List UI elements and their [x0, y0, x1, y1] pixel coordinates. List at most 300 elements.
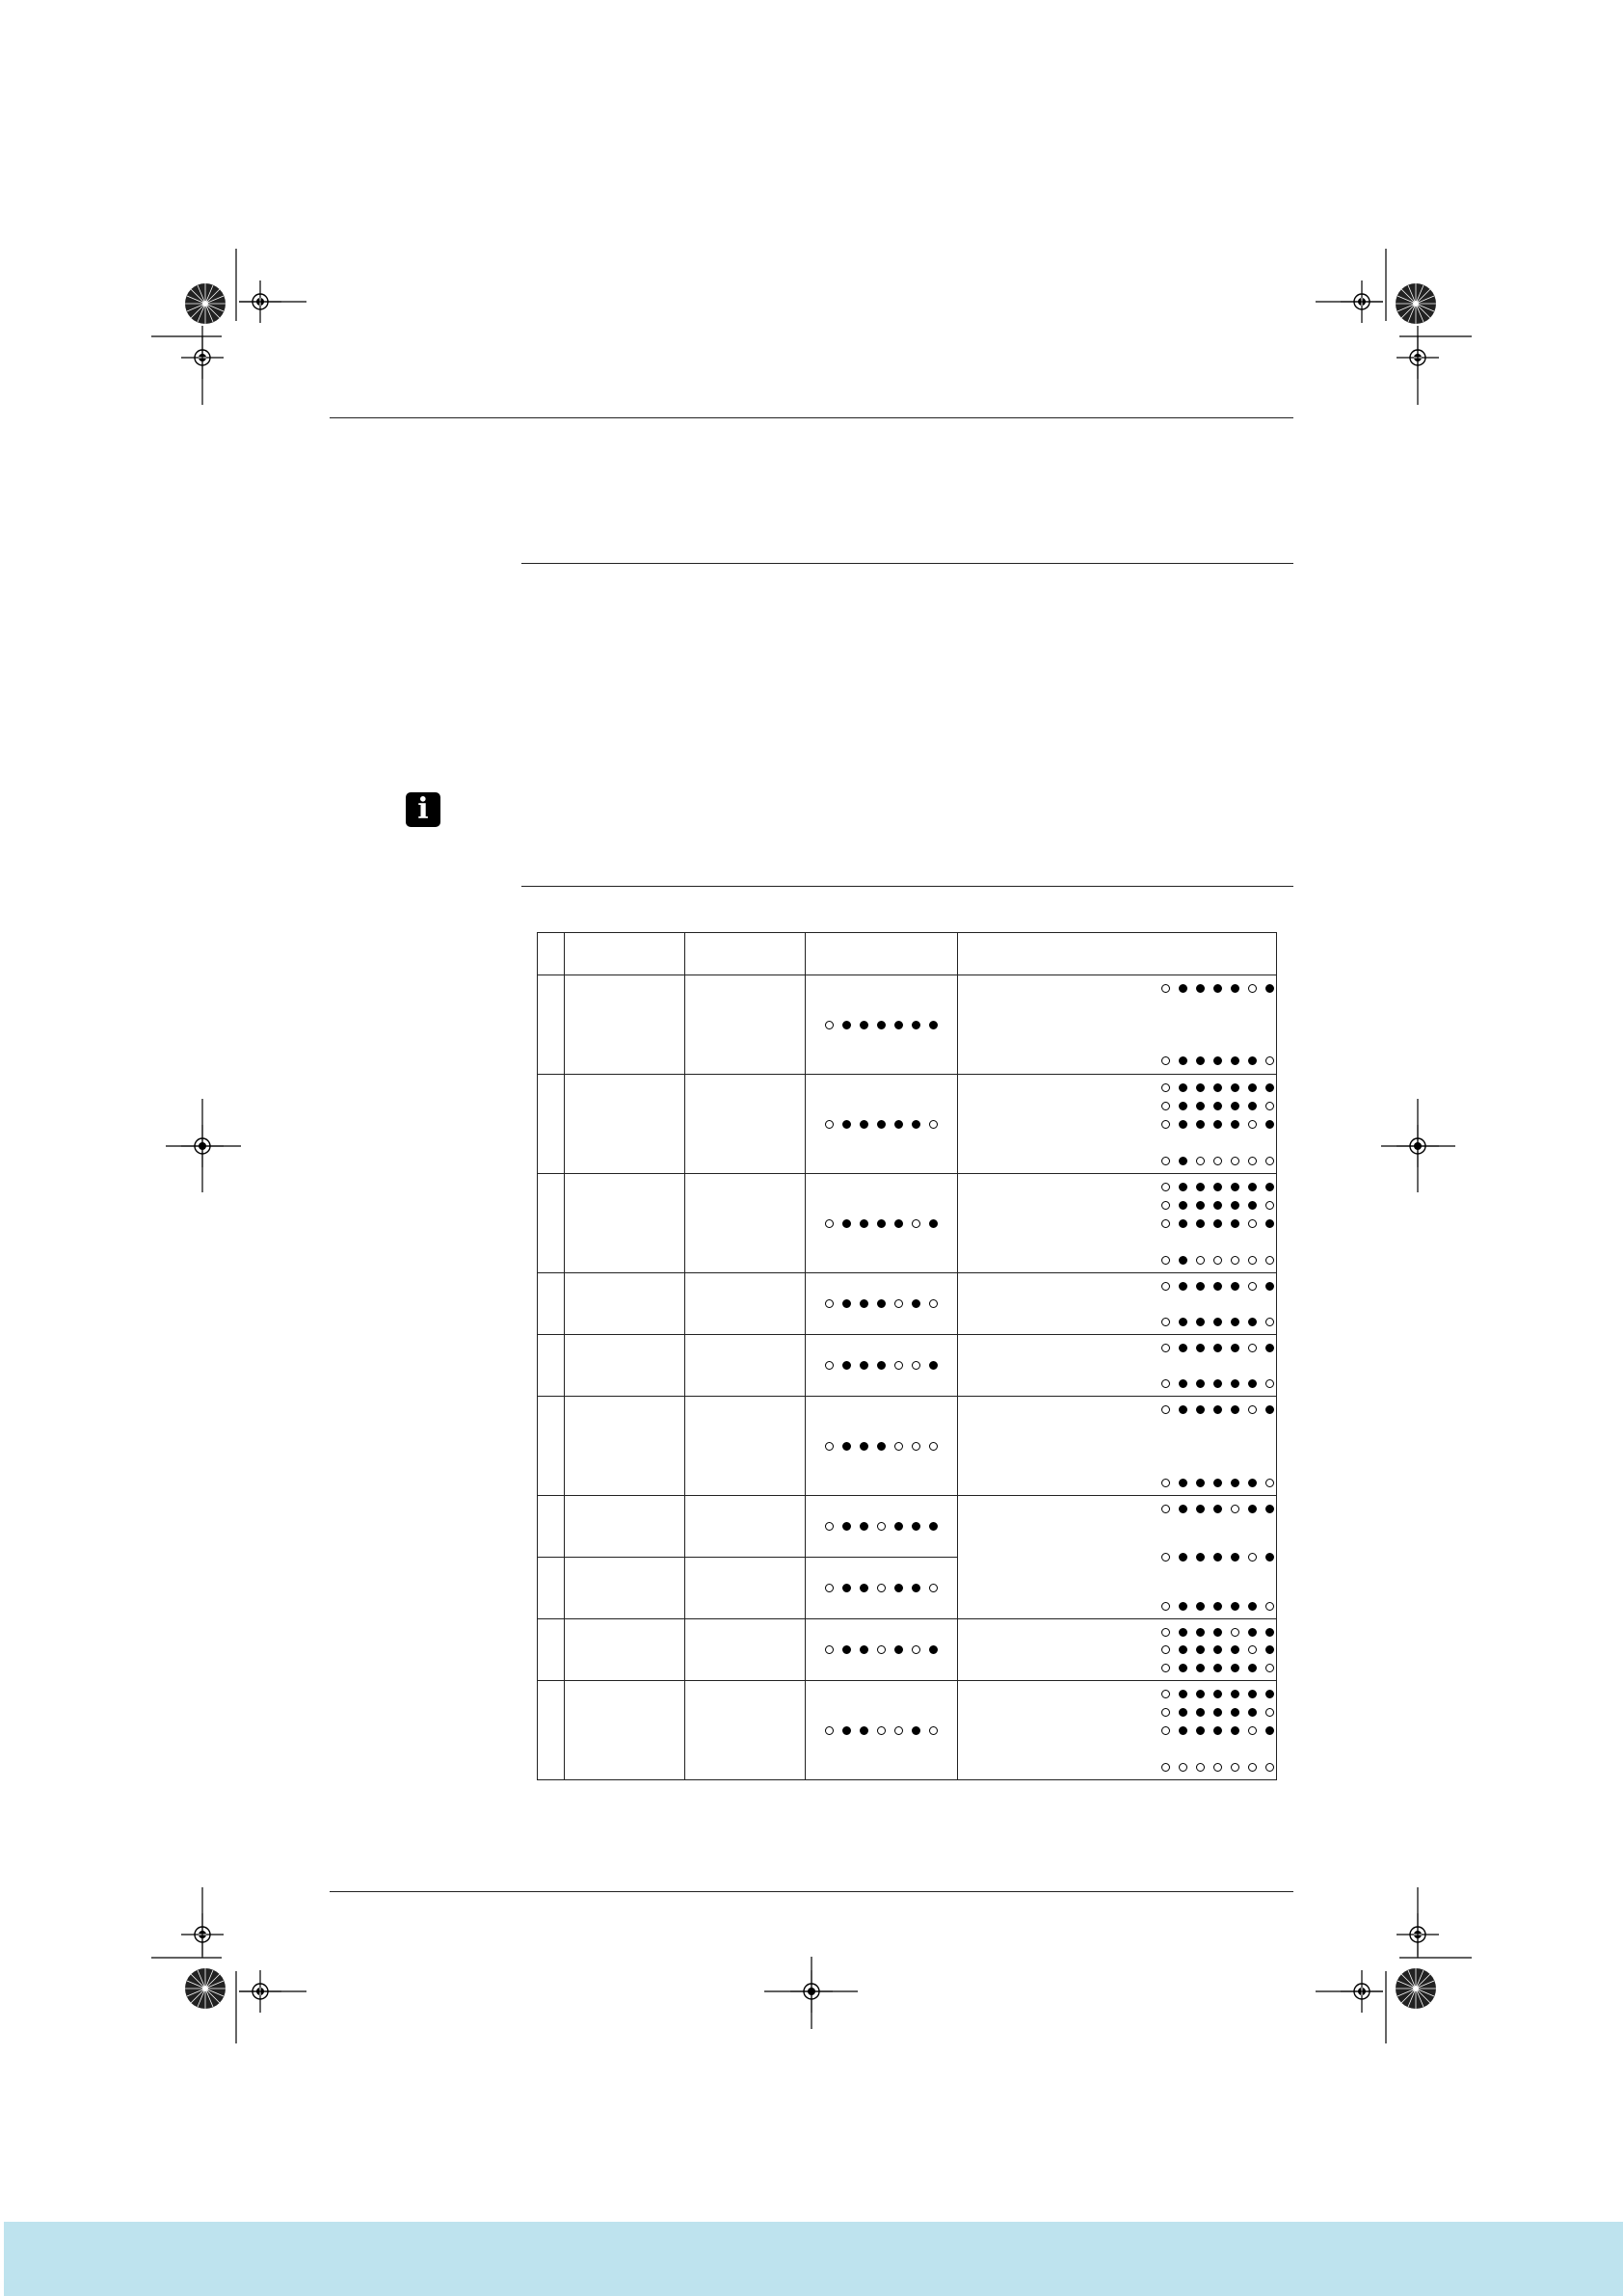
led-pattern — [806, 1361, 957, 1370]
led-on-icon — [842, 1442, 851, 1451]
led-on-icon — [1231, 1219, 1239, 1228]
led-off-icon — [912, 1442, 920, 1451]
led-off-icon — [825, 1219, 834, 1228]
led-on-icon — [1179, 1690, 1187, 1698]
led-pattern — [958, 1219, 1276, 1228]
led-on-icon — [1179, 1645, 1187, 1654]
led-pattern — [958, 1120, 1276, 1129]
led-on-icon — [894, 1021, 903, 1029]
led-on-icon — [1196, 1405, 1205, 1414]
led-off-icon — [1248, 1553, 1257, 1562]
table-cell — [685, 1273, 806, 1335]
table-cell — [565, 1174, 685, 1273]
led-on-icon — [1196, 1083, 1205, 1092]
led-off-icon — [1161, 1763, 1170, 1772]
led-pattern — [958, 1745, 1276, 1753]
led-pattern-cell — [806, 1397, 958, 1496]
led-on-icon — [1265, 1405, 1274, 1414]
led-pattern — [958, 984, 1276, 993]
led-result-cell — [958, 1681, 1277, 1780]
led-pattern — [958, 1201, 1276, 1210]
led-on-icon — [1248, 1602, 1257, 1611]
led-off-icon — [1161, 1256, 1170, 1265]
header-rule — [330, 417, 1293, 418]
led-pattern — [958, 1553, 1276, 1562]
led-on-icon — [1231, 1379, 1239, 1388]
table-cell — [565, 1496, 685, 1558]
led-on-icon — [894, 1219, 903, 1228]
led-on-icon — [1179, 1056, 1187, 1065]
led-on-icon — [1196, 1479, 1205, 1487]
led-pattern — [958, 1763, 1276, 1772]
led-on-icon — [1179, 1083, 1187, 1092]
led-on-icon — [1248, 1708, 1257, 1717]
led-on-icon — [1248, 1083, 1257, 1092]
led-on-icon — [1265, 1553, 1274, 1562]
led-off-icon — [877, 1726, 886, 1735]
led-on-icon — [894, 1120, 903, 1129]
led-on-icon — [1196, 1553, 1205, 1562]
led-on-icon — [1248, 1505, 1257, 1513]
led-on-icon — [929, 1021, 938, 1029]
led-on-icon — [1179, 1201, 1187, 1210]
led-off-icon — [1265, 1201, 1274, 1210]
table-row — [538, 1397, 1277, 1496]
led-pattern — [958, 1318, 1276, 1326]
led-on-icon — [1196, 1664, 1205, 1672]
led-off-icon — [1248, 1726, 1257, 1735]
led-pattern — [958, 1032, 1276, 1041]
led-on-icon — [1196, 984, 1205, 993]
led-off-icon — [1161, 1405, 1170, 1414]
led-on-icon — [1196, 1056, 1205, 1065]
led-on-icon — [1196, 1379, 1205, 1388]
table-cell — [538, 1558, 565, 1619]
table-cell — [685, 1558, 806, 1619]
led-on-icon — [1213, 1120, 1222, 1129]
led-on-icon — [1265, 1690, 1274, 1698]
led-on-icon — [842, 1645, 851, 1654]
led-on-icon — [1179, 1726, 1187, 1735]
led-off-icon — [1231, 1256, 1239, 1265]
led-on-icon — [929, 1522, 938, 1531]
led-result-cell — [958, 1496, 1277, 1619]
led-on-icon — [1231, 1083, 1239, 1092]
table-cell — [538, 1273, 565, 1335]
led-off-icon — [1196, 1763, 1205, 1772]
led-pattern — [958, 1628, 1276, 1637]
led-off-icon — [1265, 1708, 1274, 1717]
led-on-icon — [1248, 1690, 1257, 1698]
led-on-icon — [877, 1120, 886, 1129]
led-on-icon — [1179, 1318, 1187, 1326]
led-pattern-cell — [806, 1335, 958, 1397]
led-pattern — [806, 1522, 957, 1531]
led-off-icon — [1161, 1219, 1170, 1228]
led-off-icon — [877, 1645, 886, 1654]
led-off-icon — [825, 1726, 834, 1735]
led-on-icon — [1231, 984, 1239, 993]
led-on-icon — [1248, 1379, 1257, 1388]
led-off-icon — [1248, 1405, 1257, 1414]
led-off-icon — [894, 1726, 903, 1735]
led-on-icon — [1213, 1102, 1222, 1110]
led-on-icon — [842, 1584, 851, 1592]
led-on-icon — [860, 1726, 868, 1735]
led-on-icon — [1196, 1645, 1205, 1654]
led-pattern — [958, 1056, 1276, 1065]
led-pattern — [806, 1299, 957, 1308]
led-on-icon — [1213, 1056, 1222, 1065]
led-on-icon — [1231, 1645, 1239, 1654]
led-off-icon — [1196, 1157, 1205, 1165]
led-pattern-cell — [806, 1075, 958, 1174]
table-cell — [538, 1496, 565, 1558]
led-off-icon — [1213, 1256, 1222, 1265]
led-pattern — [958, 1505, 1276, 1513]
led-on-icon — [1265, 1505, 1274, 1513]
led-on-icon — [1265, 1645, 1274, 1654]
led-on-icon — [1179, 1183, 1187, 1191]
section-rule-bottom — [521, 886, 1293, 887]
led-on-icon — [1231, 1282, 1239, 1291]
led-off-icon — [912, 1361, 920, 1370]
led-off-icon — [1265, 1056, 1274, 1065]
led-on-icon — [1248, 1664, 1257, 1672]
table-cell — [565, 1558, 685, 1619]
led-on-icon — [1179, 1344, 1187, 1352]
led-on-icon — [1196, 1201, 1205, 1210]
led-on-icon — [1248, 1056, 1257, 1065]
led-off-icon — [877, 1522, 886, 1531]
led-off-icon — [1161, 1201, 1170, 1210]
led-off-icon — [1161, 1553, 1170, 1562]
led-on-icon — [1213, 1553, 1222, 1562]
led-off-icon — [912, 1219, 920, 1228]
led-on-icon — [1213, 1645, 1222, 1654]
led-on-icon — [912, 1584, 920, 1592]
led-off-icon — [825, 1361, 834, 1370]
led-off-icon — [1161, 1379, 1170, 1388]
led-pattern — [958, 1664, 1276, 1672]
led-off-icon — [1265, 1379, 1274, 1388]
section-rule-top — [521, 563, 1293, 564]
table-row — [538, 1619, 1277, 1681]
led-on-icon — [1248, 1479, 1257, 1487]
led-pattern — [958, 1442, 1276, 1451]
led-on-icon — [1179, 1379, 1187, 1388]
led-pattern — [958, 1479, 1276, 1487]
header-cell — [565, 933, 685, 975]
led-on-icon — [1179, 1256, 1187, 1265]
table-row — [538, 1496, 1277, 1558]
led-on-icon — [1213, 1379, 1222, 1388]
led-off-icon — [825, 1645, 834, 1654]
footer-band — [4, 2222, 1623, 2296]
led-off-icon — [929, 1442, 938, 1451]
led-off-icon — [1161, 1726, 1170, 1735]
led-result-cell — [958, 1174, 1277, 1273]
header-cell — [685, 933, 806, 975]
led-on-icon — [1265, 1344, 1274, 1352]
led-on-icon — [1213, 1318, 1222, 1326]
led-on-icon — [1213, 1479, 1222, 1487]
led-on-icon — [860, 1120, 868, 1129]
table-cell — [538, 1075, 565, 1174]
led-off-icon — [1179, 1763, 1187, 1772]
led-off-icon — [1231, 1628, 1239, 1637]
led-off-icon — [825, 1299, 834, 1308]
led-off-icon — [929, 1299, 938, 1308]
led-on-icon — [912, 1522, 920, 1531]
led-off-icon — [1248, 1645, 1257, 1654]
led-off-icon — [1161, 1602, 1170, 1611]
led-on-icon — [877, 1442, 886, 1451]
led-off-icon — [1248, 1120, 1257, 1129]
led-on-icon — [1179, 1708, 1187, 1717]
led-pattern — [958, 1726, 1276, 1735]
led-off-icon — [1161, 1479, 1170, 1487]
led-on-icon — [1231, 1102, 1239, 1110]
table-cell — [538, 1335, 565, 1397]
led-on-icon — [1196, 1102, 1205, 1110]
led-on-icon — [1179, 1102, 1187, 1110]
led-on-icon — [860, 1299, 868, 1308]
led-on-icon — [1231, 1479, 1239, 1487]
led-off-icon — [894, 1442, 903, 1451]
led-on-icon — [1196, 1282, 1205, 1291]
table-cell — [565, 1619, 685, 1681]
led-on-icon — [1213, 984, 1222, 993]
led-pattern — [958, 1405, 1276, 1414]
led-on-icon — [1231, 1056, 1239, 1065]
table-cell — [565, 1075, 685, 1174]
led-pattern — [958, 1102, 1276, 1110]
led-on-icon — [1213, 1219, 1222, 1228]
led-off-icon — [894, 1299, 903, 1308]
led-on-icon — [1213, 1628, 1222, 1637]
led-result-cell — [958, 1619, 1277, 1681]
table-header-row — [538, 933, 1277, 975]
led-on-icon — [1265, 1183, 1274, 1191]
table-row — [538, 975, 1277, 1075]
led-on-icon — [1179, 1602, 1187, 1611]
led-off-icon — [1161, 1157, 1170, 1165]
led-pattern-cell — [806, 1619, 958, 1681]
led-on-icon — [894, 1584, 903, 1592]
led-on-icon — [842, 1219, 851, 1228]
table-cell — [565, 1335, 685, 1397]
led-off-icon — [1265, 1664, 1274, 1672]
led-on-icon — [1213, 1405, 1222, 1414]
led-off-icon — [1231, 1157, 1239, 1165]
led-on-icon — [1248, 1318, 1257, 1326]
led-on-icon — [1265, 1219, 1274, 1228]
led-pattern — [806, 1584, 957, 1592]
led-pattern — [958, 1183, 1276, 1191]
led-on-icon — [912, 1120, 920, 1129]
led-off-icon — [1196, 1256, 1205, 1265]
led-off-icon — [894, 1361, 903, 1370]
led-pattern — [958, 1361, 1276, 1370]
led-on-icon — [1179, 1219, 1187, 1228]
led-pattern — [806, 1442, 957, 1451]
info-icon: i — [406, 792, 440, 827]
led-on-icon — [860, 1522, 868, 1531]
led-on-icon — [877, 1299, 886, 1308]
led-pattern — [958, 1344, 1276, 1352]
led-on-icon — [912, 1021, 920, 1029]
table-cell — [565, 1273, 685, 1335]
led-on-icon — [842, 1120, 851, 1129]
led-pattern-cell — [806, 1273, 958, 1335]
led-on-icon — [894, 1645, 903, 1654]
led-on-icon — [1231, 1405, 1239, 1414]
led-pattern — [958, 1282, 1276, 1291]
led-result-cell — [958, 975, 1277, 1075]
led-on-icon — [1231, 1318, 1239, 1326]
led-on-icon — [1179, 1553, 1187, 1562]
led-on-icon — [1248, 1201, 1257, 1210]
table-cell — [685, 1397, 806, 1496]
table-row — [538, 1335, 1277, 1397]
led-on-icon — [842, 1021, 851, 1029]
led-on-icon — [1213, 1708, 1222, 1717]
table-cell — [565, 1397, 685, 1496]
led-pattern — [958, 1708, 1276, 1717]
table-row — [538, 1273, 1277, 1335]
led-pattern-cell — [806, 1174, 958, 1273]
led-off-icon — [825, 1522, 834, 1531]
led-on-icon — [1231, 1690, 1239, 1698]
led-on-icon — [1248, 1183, 1257, 1191]
led-on-icon — [1213, 1726, 1222, 1735]
led-off-icon — [1213, 1763, 1222, 1772]
led-on-icon — [1179, 1120, 1187, 1129]
led-on-icon — [1179, 1628, 1187, 1637]
led-on-icon — [1213, 1505, 1222, 1513]
led-pattern — [806, 1120, 957, 1129]
led-off-icon — [929, 1120, 938, 1129]
led-pattern — [958, 1645, 1276, 1654]
led-on-icon — [1231, 1602, 1239, 1611]
led-on-icon — [1196, 1505, 1205, 1513]
led-on-icon — [842, 1299, 851, 1308]
led-off-icon — [1265, 1602, 1274, 1611]
table-cell — [538, 975, 565, 1075]
led-pattern-cell — [806, 1496, 958, 1558]
led-on-icon — [894, 1522, 903, 1531]
led-on-icon — [929, 1361, 938, 1370]
header-cell — [806, 933, 958, 975]
led-on-icon — [1265, 1282, 1274, 1291]
led-off-icon — [1161, 1102, 1170, 1110]
led-pattern — [958, 1138, 1276, 1147]
led-off-icon — [1248, 1157, 1257, 1165]
led-on-icon — [1231, 1201, 1239, 1210]
led-pattern — [806, 1021, 957, 1029]
led-on-icon — [1213, 1083, 1222, 1092]
led-off-icon — [1161, 1645, 1170, 1654]
led-on-icon — [1196, 1726, 1205, 1735]
led-pattern — [958, 1008, 1276, 1017]
led-pattern — [806, 1219, 957, 1228]
led-pattern — [806, 1645, 957, 1654]
led-on-icon — [1196, 1318, 1205, 1326]
led-on-icon — [860, 1442, 868, 1451]
led-off-icon — [1161, 1120, 1170, 1129]
led-on-icon — [1213, 1664, 1222, 1672]
table-cell — [538, 1174, 565, 1273]
led-on-icon — [1179, 1405, 1187, 1414]
led-on-icon — [912, 1726, 920, 1735]
table-cell — [685, 1075, 806, 1174]
led-on-icon — [842, 1361, 851, 1370]
led-pattern — [958, 1157, 1276, 1165]
led-on-icon — [860, 1219, 868, 1228]
led-off-icon — [1161, 1664, 1170, 1672]
led-off-icon — [1161, 1505, 1170, 1513]
led-off-icon — [1265, 1157, 1274, 1165]
led-on-icon — [912, 1299, 920, 1308]
footer-rule — [330, 1891, 1293, 1892]
led-on-icon — [842, 1726, 851, 1735]
table-cell — [538, 1619, 565, 1681]
led-on-icon — [1213, 1344, 1222, 1352]
led-off-icon — [1161, 1708, 1170, 1717]
table-cell — [685, 1619, 806, 1681]
table-cell — [685, 1681, 806, 1780]
led-on-icon — [860, 1361, 868, 1370]
led-off-icon — [912, 1645, 920, 1654]
table-row — [538, 1174, 1277, 1273]
led-off-icon — [1265, 1318, 1274, 1326]
led-off-icon — [929, 1726, 938, 1735]
led-result-cell — [958, 1335, 1277, 1397]
led-off-icon — [1161, 1282, 1170, 1291]
led-on-icon — [1265, 1083, 1274, 1092]
led-pattern — [958, 1299, 1276, 1308]
led-pattern-cell — [806, 975, 958, 1075]
led-on-icon — [1213, 1183, 1222, 1191]
led-on-icon — [1196, 1120, 1205, 1129]
led-off-icon — [1248, 1282, 1257, 1291]
led-on-icon — [1213, 1690, 1222, 1698]
led-off-icon — [1161, 984, 1170, 993]
led-on-icon — [1265, 1726, 1274, 1735]
led-code-table — [537, 932, 1277, 1780]
led-on-icon — [1179, 984, 1187, 993]
header-cell — [538, 933, 565, 975]
led-on-icon — [1179, 1282, 1187, 1291]
led-off-icon — [1265, 1763, 1274, 1772]
led-on-icon — [1196, 1628, 1205, 1637]
led-on-icon — [1179, 1505, 1187, 1513]
led-on-icon — [1196, 1708, 1205, 1717]
led-off-icon — [1265, 1479, 1274, 1487]
led-off-icon — [1248, 1344, 1257, 1352]
led-pattern — [958, 1083, 1276, 1092]
led-pattern — [958, 1256, 1276, 1265]
table-cell — [538, 1397, 565, 1496]
table-row — [538, 1075, 1277, 1174]
table-cell — [565, 1681, 685, 1780]
led-on-icon — [1231, 1708, 1239, 1717]
led-off-icon — [1161, 1628, 1170, 1637]
led-off-icon — [825, 1442, 834, 1451]
led-off-icon — [1213, 1157, 1222, 1165]
led-on-icon — [877, 1219, 886, 1228]
